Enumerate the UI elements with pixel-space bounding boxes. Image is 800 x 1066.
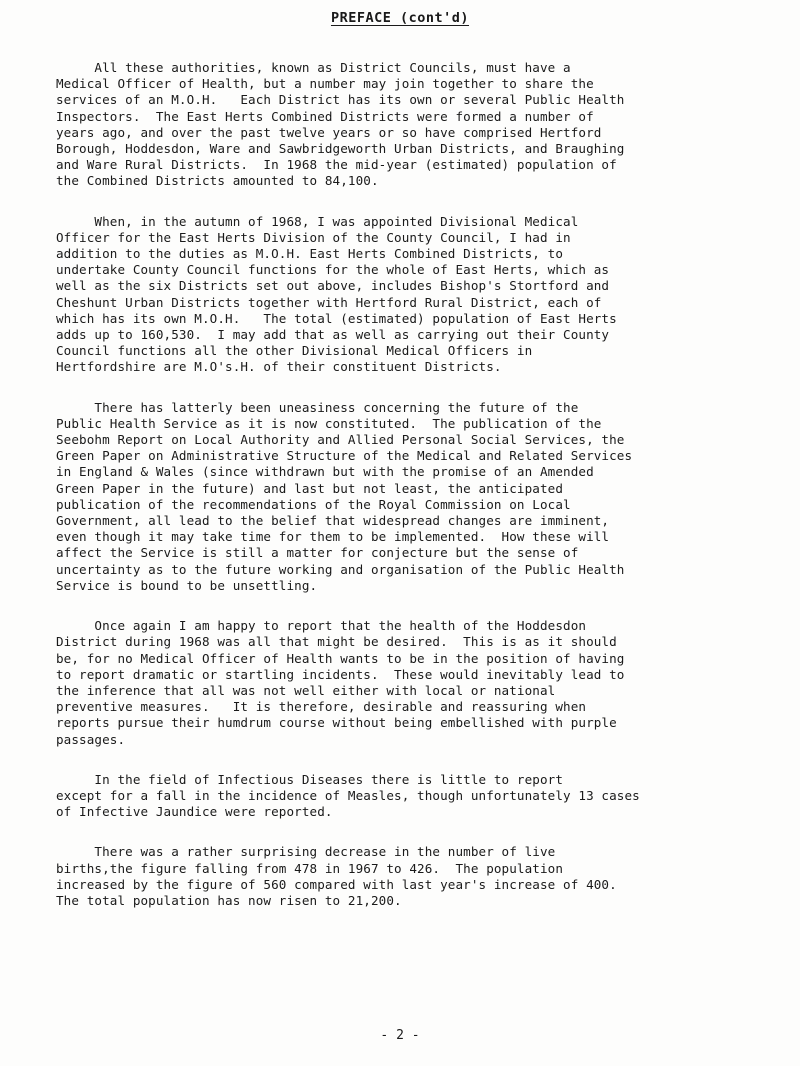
paragraph-future-uncertainty: There has latterly been uneasiness concerning the future of the Public Health Service as it is now constituted. The publication of the Seebohm Report on Local Authority and Allied Personal Social Services, the Green Paper on Administrative Structure of the Medical and Related Services in England & Wales (since withdrawn but with the promise of an Amended Green Paper in the future) and last but not least, the anticipated publication of the recommendations of the Royal Commission on Local Government, all lead to the belief that widespread changes are imminent, even though it may take time for them to be implemented. How these will affect the Service is still a matter for conjecture but the sense of uncertainty as to the future working and organisation of the Public Health Service is bound to be unsettling.	[56, 399, 633, 593]
paragraph-district-health: Once again I am happy to report that the health of the Hoddesdon District during 1968 was all that might be desired. This is as it should be, for no Medical Officer of Health wants to be in the position of having to report dramatic or startling incidents. These would inevitably lead to the inference that all was not well either with local or national preventive measures. It is therefore, desirable and reassuring when reports pursue their humdrum course without being embellished with purple passages.	[56, 618, 625, 747]
page-title	[0, 10, 800, 26]
paragraph-district-councils: All these authorities, known as District Councils, must have a Medical Officer of Health, but a number may join together to share the services of an M.O.H. Each District has its own or several Public Health Inspectors. The East Herts Combined Districts were formed a number of years ago, and over the past twelve years or so have comprised Hertford Borough, Hoddesdon, Ware and Sawbridgeworth Urban Districts, and Braughing and Ware Rural Districts. In 1968 the mid-year (estimated) population of the Combined Districts amounted to 84,100.	[56, 60, 625, 189]
page-number: - 2 -	[380, 1028, 420, 1043]
paragraph-divisional-appointment: When, in the autumn of 1968, I was appointed Divisional Medical Officer for the East Herts Division of the County Council, I had in addition to the duties as M.O.H. East Herts Combined Districts, to undertake County Council functions for the whole of East Herts, which as well as the six Districts set out above, includes Bishop's Stortford and Cheshunt Urban Districts together with Hertford Rural District, each of which has its own M.O.H. The total (estimated) population of East Herts adds up to 160,530. I may add that as well as carrying out their County Council functions all the other Divisional Medical Officers in Hertfordshire are M.O's.H. of their constituent Districts.	[56, 213, 617, 375]
paragraph-infectious-diseases: In the field of Infectious Diseases there is little to report except for a fall in the incidence of Measles, though unfortunately 13 cases of Infective Jaundice were reported.	[56, 771, 640, 820]
paragraph-population: There was a rather surprising decrease in the number of live births,the figure falling from 478 in 1967 to 426. The population increased by the figure of 560 compared with last year's increase of 400. The total population has now risen to 21,200.	[56, 844, 617, 908]
document-body	[56, 60, 794, 933]
page-title-text: PREFACE (cont'd)	[330, 10, 470, 26]
